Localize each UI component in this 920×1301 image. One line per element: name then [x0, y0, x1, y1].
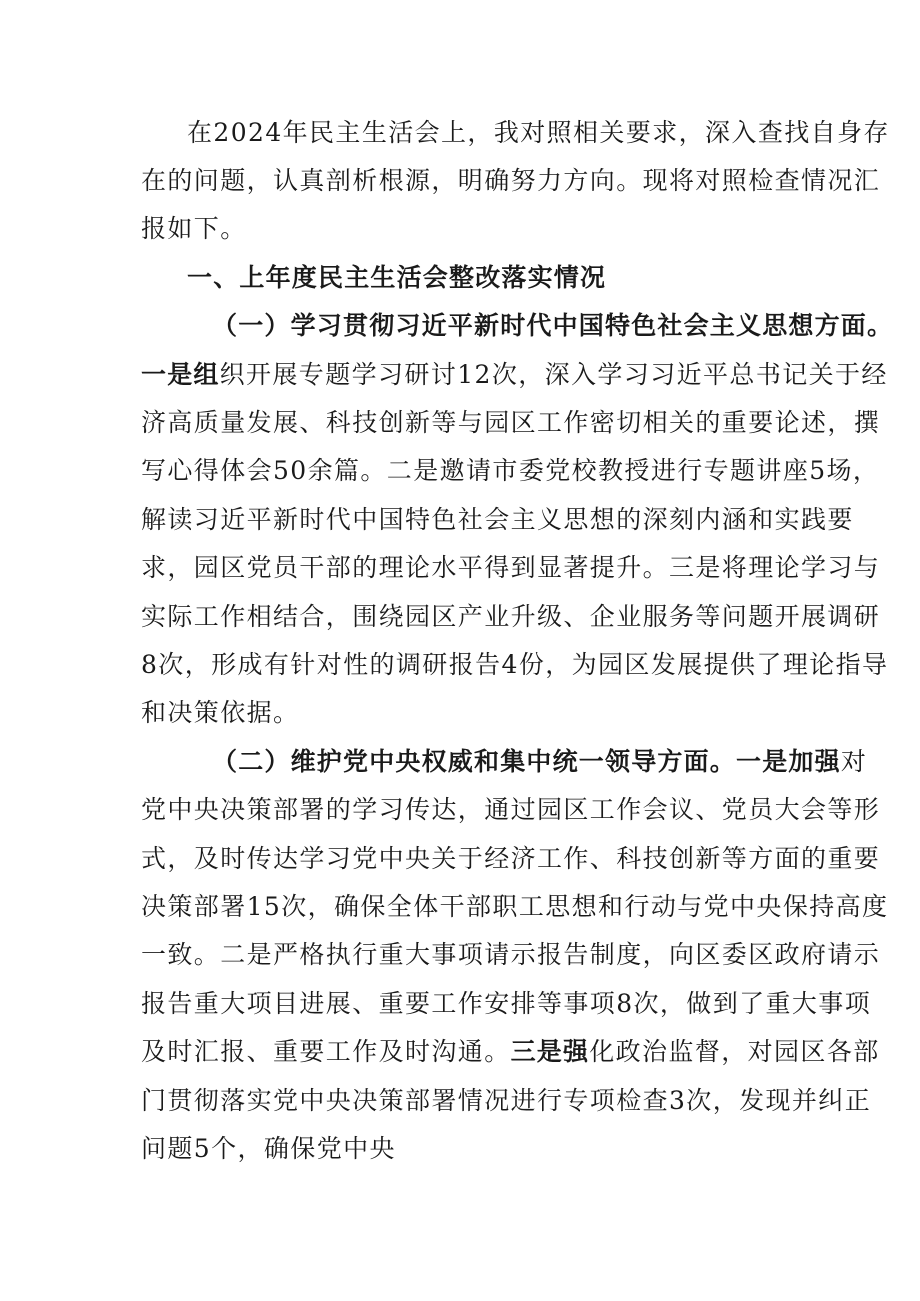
- p2-line-7: 门贯彻落实党中央决策部署情况进行专项检查3次，发现并纠正: [141, 1086, 872, 1115]
- p2-line-2: 式，及时传达学习党中央关于经济工作、科技创新等方面的重要: [141, 844, 881, 873]
- p1-line-8: 和决策依据。: [141, 698, 300, 727]
- intro-line-1: 在2024年民主生活会上，我对照相关要求，深入查找自身存: [187, 118, 890, 147]
- p2-line-1: 党中央决策部署的学习传达，通过园区工作会议、党员大会等形: [141, 795, 881, 824]
- p2-line-8: 问题5个，确保党中央: [141, 1134, 396, 1163]
- p1-line-7: 8次，形成有针对性的调研报告4份，为园区发展提供了理论指导: [141, 650, 889, 679]
- p2-line-5: 报告重大项目进展、重要工作安排等事项8次，做到了重大事项: [141, 989, 872, 1018]
- intro-line-3: 报如下。: [141, 214, 247, 243]
- subsection-heading-1: （一）学习贯彻习近平新时代中国特色社会主义思想方面。: [212, 311, 894, 340]
- section-heading-1: 一、上年度民主生活会整改落实情况: [187, 263, 607, 292]
- p1-line-3: 写心得体会50余篇。二是邀请市委党校教授进行专题讲座5场，: [141, 456, 880, 485]
- p2-heading-rest: 对: [840, 747, 868, 776]
- p2-line-6: [141, 1037, 880, 1067]
- p2-line-6-text: 及时汇报、重要工作及时沟通。: [141, 1037, 511, 1066]
- p1-line-1-text: 织开展专题学习研讨12次，深入学习习近平总书记关于经: [219, 360, 888, 389]
- p2-line-6-rest: 化政治监督，对园区各部: [589, 1037, 880, 1066]
- p1-line-1: [141, 360, 888, 390]
- p1-lead: 一是组: [141, 360, 220, 389]
- p2-third-lead: 三是强: [510, 1037, 590, 1066]
- p1-line-6: 实际工作相结合，围绕园区产业升级、企业服务等问题开展调研: [141, 602, 881, 631]
- p1-line-2: 济高质量发展、科技创新等与园区工作密切相关的重要论述，撰: [141, 408, 881, 437]
- p2-lead: 一是加强: [736, 747, 841, 776]
- p2-line-4: 一致。二是严格执行重大事项请示报告制度，向区委区政府请示: [141, 940, 881, 969]
- p2-line-3: 决策部署15次，确保全体干部职工思想和行动与党中央保持高度: [141, 892, 889, 921]
- subsection-heading-2: （二）维护党中央权威和集中统一领导方面。: [212, 747, 737, 776]
- p1-line-5: 求，园区党员干部的理论水平得到显著提升。三是将理论学习与: [141, 553, 881, 582]
- p1-line-4: 解读习近平新时代中国特色社会主义思想的深刻内涵和实践要: [141, 505, 854, 534]
- intro-line-2: 在的问题，认真剖析根源，明确努力方向。现将对照检查情况汇: [141, 166, 881, 195]
- subsection-heading-2-line: [212, 747, 867, 777]
